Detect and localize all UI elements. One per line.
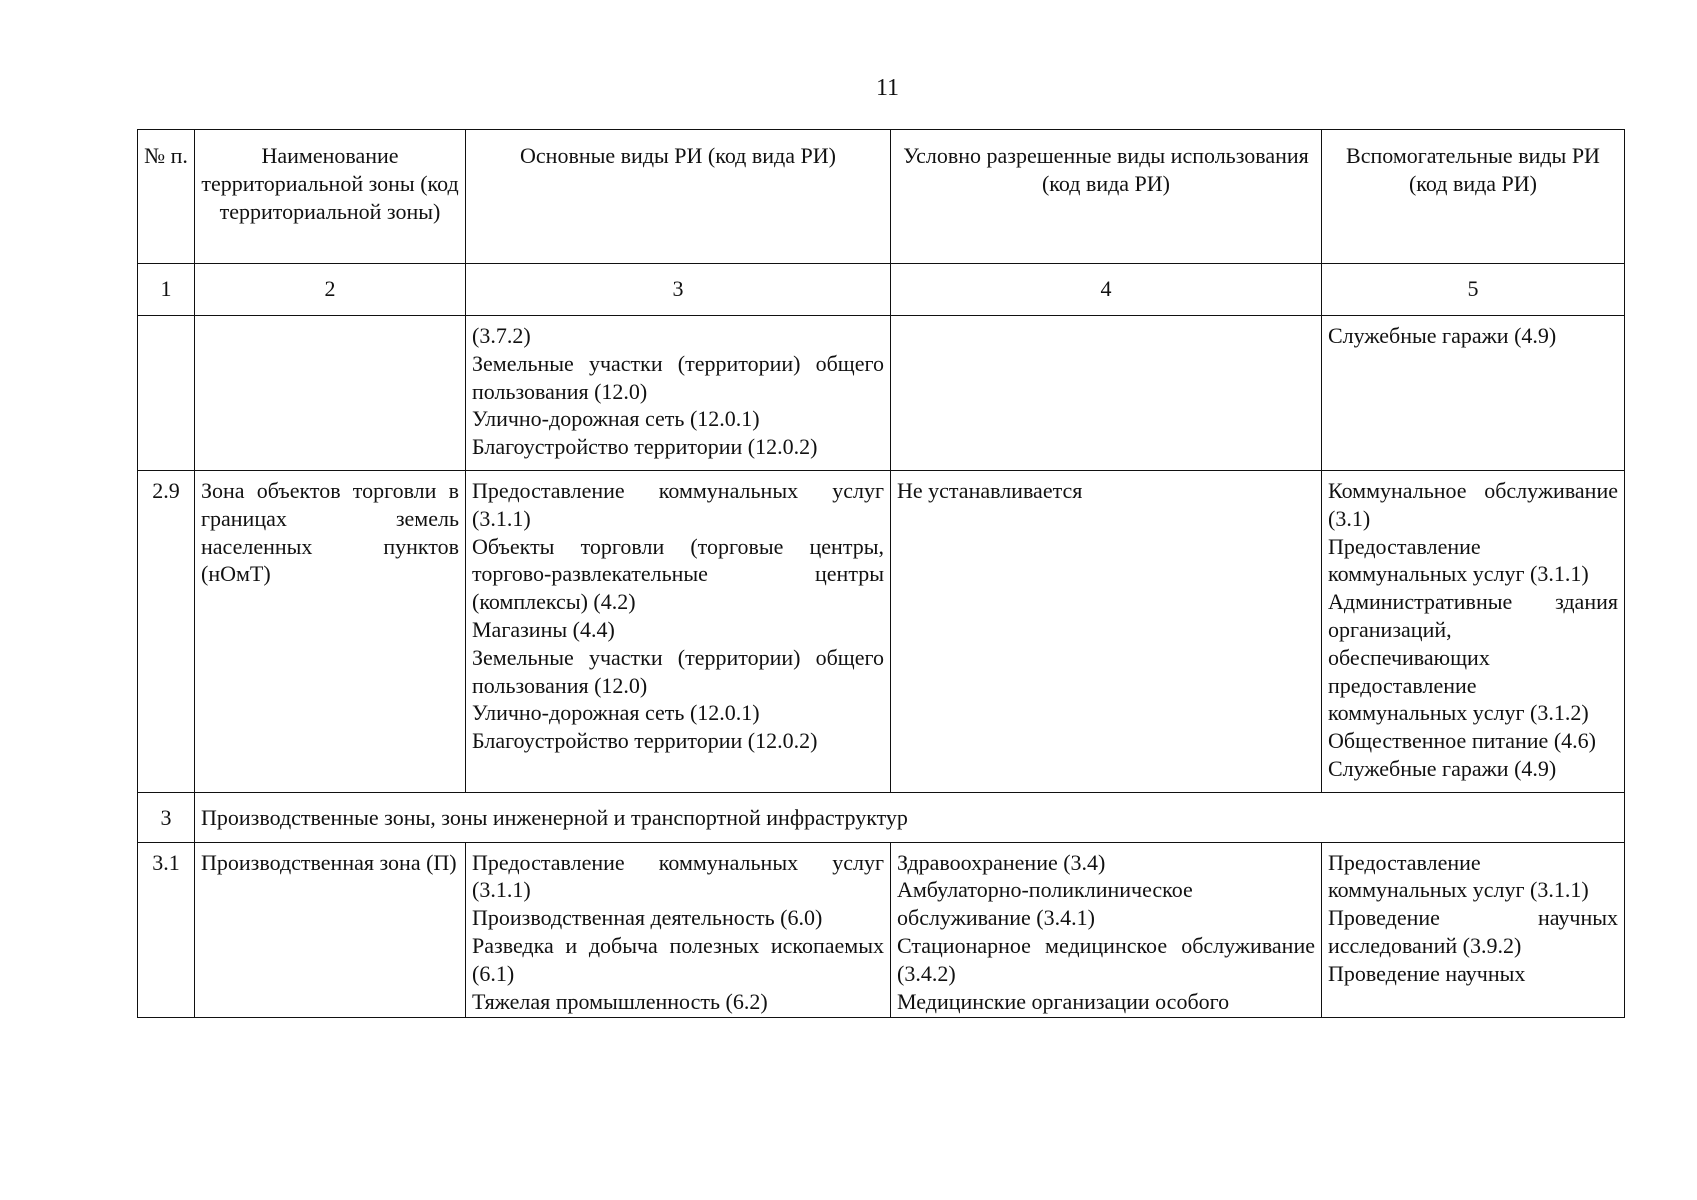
row-number [138, 316, 195, 471]
section-title: Производственные зоны, зоны инженерной и транспортной инфраструктур [195, 792, 1625, 842]
list-item: Улично-дорожная сеть (12.0.1) [472, 406, 760, 432]
column-index-row [138, 264, 1625, 316]
list-item: Не устанавливается [897, 477, 1083, 503]
header-row [138, 130, 1625, 264]
main-uses-cell [466, 842, 891, 1018]
list-item: Тяжелая промышленность (6.2) [472, 988, 768, 1014]
auxiliary-uses-cell [1322, 316, 1625, 471]
section-number: 3 [138, 792, 195, 842]
column-index: 1 [138, 264, 195, 316]
zone-name-cell [195, 316, 466, 471]
list-item: Магазины (4.4) [472, 616, 615, 642]
row-number: 3.1 [138, 842, 195, 1018]
list-item: Служебные гаражи (4.9) [1328, 755, 1557, 781]
header-auxiliary-uses: Вспомогательные виды РИ (код вида РИ) [1322, 130, 1625, 264]
table-row [138, 842, 1625, 1018]
list-item: Проведение научных исследований (3.9.2) [1328, 905, 1618, 958]
list-item: Производственная деятельность (6.0) [472, 905, 823, 931]
list-item: Предоставление коммунальных услуг (3.1.1) [472, 849, 884, 903]
header-conditional-uses: Условно разрешенные виды использования (код вида РИ) [891, 130, 1322, 264]
conditional-uses-cell [891, 470, 1322, 792]
list-item: Предоставление коммунальных услуг (3.1.1) [472, 477, 884, 531]
header-number: № п. [138, 130, 195, 264]
list-item: Амбулаторно-поликлиническое обслуживание (3.4.1) [897, 877, 1193, 931]
section-row [138, 792, 1625, 842]
list-item: Предоставление коммунальных услуг (3.1.1) [1328, 849, 1589, 903]
list-item: Проведение научных [1328, 960, 1526, 986]
column-index: 2 [195, 264, 466, 316]
main-uses-cell [466, 316, 891, 471]
list-item: Медицинские организации особого [897, 988, 1230, 1014]
conditional-uses-cell [891, 316, 1322, 471]
list-item: Здравоохранение (3.4) [897, 849, 1106, 875]
list-item: Благоустройство территории (12.0.2) [472, 434, 818, 460]
table-row [138, 316, 1625, 471]
list-item: Стационарное медицинское обслуживание (3.4.2) [897, 932, 1315, 986]
list-item: Разведка и добыча полезных ископаемых (6.1) [472, 932, 884, 986]
list-item: Коммунальное обслуживание (3.1) [1328, 477, 1618, 531]
list-item: Предоставление коммунальных услуг (3.1.1) [1328, 533, 1589, 587]
list-item: Общественное питание (4.6) [1328, 728, 1596, 754]
auxiliary-uses-cell [1322, 842, 1625, 1018]
row-number: 2.9 [138, 470, 195, 792]
list-item: Благоустройство территории (12.0.2) [472, 728, 818, 754]
column-index: 5 [1322, 264, 1625, 316]
list-item: (3.7.2) [472, 323, 531, 348]
conditional-uses-cell [891, 842, 1322, 1018]
page-number: 11 [875, 75, 900, 101]
header-main-uses: Основные виды РИ (код вида РИ) [466, 130, 891, 264]
list-item: Служебные гаражи (4.9) [1328, 323, 1557, 348]
table-row [138, 470, 1625, 792]
list-item: Административные здания организаций, обеспечивающих предоставление коммунальных услуг (3.1.2) [1328, 589, 1618, 726]
list-item: Земельные участки (территории) общего пользования (12.0) [472, 644, 884, 698]
zone-name-cell: Производственная зона (П) [195, 842, 466, 1018]
column-index: 3 [466, 264, 891, 316]
list-item: Земельные участки (территории) общего пользования (12.0) [472, 350, 884, 404]
header-zone-name: Наименование территориальной зоны (код территориальной зоны) [195, 130, 466, 264]
column-index: 4 [891, 264, 1322, 316]
list-item: Объекты торговли (торговые центры, торгово-развлекательные центры (комплексы) (4.2) [472, 533, 884, 615]
zone-name-cell: Зона объектов торговли в границах земель населенных пунктов (нОмТ) [195, 470, 466, 792]
zones-table [137, 129, 1625, 1018]
main-uses-cell [466, 470, 891, 792]
list-item: Улично-дорожная сеть (12.0.1) [472, 700, 760, 726]
auxiliary-uses-cell [1322, 470, 1625, 792]
